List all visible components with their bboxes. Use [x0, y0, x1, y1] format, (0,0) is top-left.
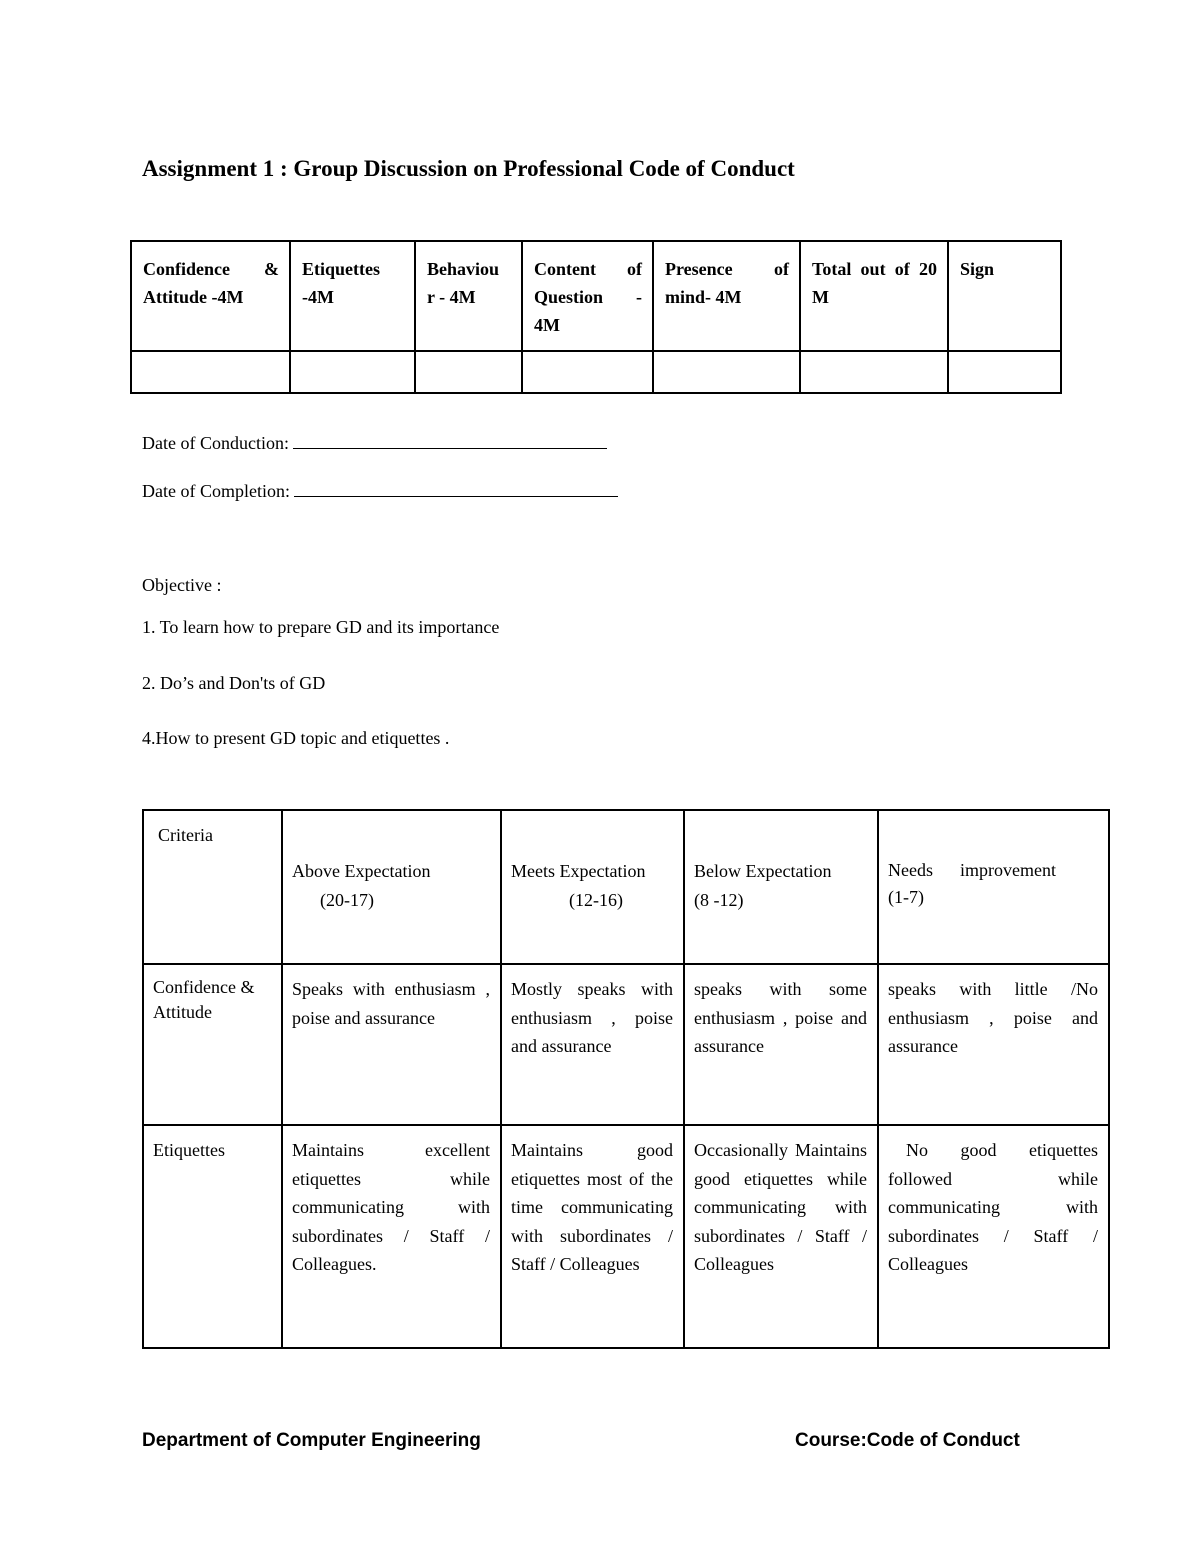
- date-of-completion-label: Date of Completion:: [142, 481, 290, 501]
- rubric-level-name: Meets Expectation: [511, 861, 646, 881]
- date-of-completion-line[interactable]: [294, 478, 618, 497]
- rubric-cell: Maintains good etiquettes most of the time communicating with subordinates / Staff / Colleagues: [501, 1125, 684, 1348]
- objective-item: 4.How to present GD topic and etiquettes .: [142, 728, 450, 748]
- rubric-level-name: Below Expectation: [694, 861, 832, 881]
- rubric-header-row: [143, 810, 1109, 964]
- rubric-row-confidence: [143, 964, 1109, 1125]
- rubric-level-range: (1-7): [888, 887, 924, 907]
- date-of-completion-field: [142, 478, 618, 502]
- rubric-level-header: [501, 810, 684, 964]
- rubric-level-range: (20-17): [320, 889, 374, 910]
- marks-cell-behaviour[interactable]: [415, 351, 522, 393]
- rubric-cell: Speaks with enthusiasm , poise and assurance: [282, 964, 501, 1125]
- rubric-row-etiquettes: [143, 1125, 1109, 1348]
- rubric-cell: Maintains excellent etiquettes while communicating with subordinates / Staff / Colleagues.: [282, 1125, 501, 1348]
- date-of-conduction-line[interactable]: [293, 430, 607, 449]
- rubric-cell: speaks with little /No enthusiasm , poise and assurance: [878, 964, 1109, 1125]
- rubric-cell: speaks with some enthusiasm , poise and assurance: [684, 964, 878, 1125]
- objective-item: 1. To learn how to prepare GD and its importance: [142, 617, 500, 637]
- date-of-conduction-label: Date of Conduction:: [142, 433, 289, 453]
- rubric-level-range: (8 -12): [694, 889, 744, 910]
- marks-cell-confidence[interactable]: [131, 351, 290, 393]
- footer-course: Course:Code of Conduct: [795, 1430, 1020, 1451]
- rubric-level-header: [878, 810, 1109, 964]
- marks-header-sign: Sign: [948, 241, 1061, 351]
- rubric-cell: No good etiquettes followed while communicating with subordinates / Staff / Colleagues: [878, 1125, 1109, 1348]
- rubric-criterion: Etiquettes: [143, 1125, 282, 1348]
- marks-header-total: Total out of 20 M: [800, 241, 948, 351]
- rubric-table: [142, 809, 1110, 1349]
- rubric-criterion: Confidence & Attitude: [143, 964, 282, 1125]
- rubric-criteria-header: Criteria: [143, 810, 282, 964]
- footer-department: Department of Computer Engineering: [142, 1430, 481, 1451]
- rubric-cell: Mostly speaks with enthusiasm , poise and assurance: [501, 964, 684, 1125]
- page-title: Assignment 1 : Group Discussion on Professional Code of Conduct: [142, 156, 795, 181]
- marks-cell-content[interactable]: [522, 351, 653, 393]
- marks-entry-row: [131, 351, 1061, 393]
- objective-item: 2. Do’s and Don'ts of GD: [142, 673, 326, 693]
- marks-header-etiquettes: Etiquettes -4M: [290, 241, 415, 351]
- rubric-level-header: [282, 810, 501, 964]
- date-of-conduction-field: [142, 430, 607, 454]
- rubric-cell: Occasionally Maintains good etiquettes while communicating with subordinates / Staff / Colleagues: [684, 1125, 878, 1348]
- rubric-level-range: (12-16): [569, 889, 623, 910]
- rubric-level-name: Needs improvement: [888, 860, 1056, 880]
- marks-header-content: Content of Question - 4M: [522, 241, 653, 351]
- marks-cell-total[interactable]: [800, 351, 948, 393]
- marks-cell-etiquettes[interactable]: [290, 351, 415, 393]
- marks-header-row: [131, 241, 1061, 351]
- marks-header-behaviour: Behaviou r - 4M: [415, 241, 522, 351]
- rubric-level-name: Above Expectation: [292, 861, 431, 881]
- objective-heading: Objective :: [142, 575, 222, 595]
- marks-header-presence: Presence of mind- 4M: [653, 241, 800, 351]
- marks-cell-presence[interactable]: [653, 351, 800, 393]
- marks-header-confidence: Confidence & Attitude -4M: [131, 241, 290, 351]
- rubric-level-header: [684, 810, 878, 964]
- marks-cell-sign[interactable]: [948, 351, 1061, 393]
- marks-table: [130, 240, 1062, 394]
